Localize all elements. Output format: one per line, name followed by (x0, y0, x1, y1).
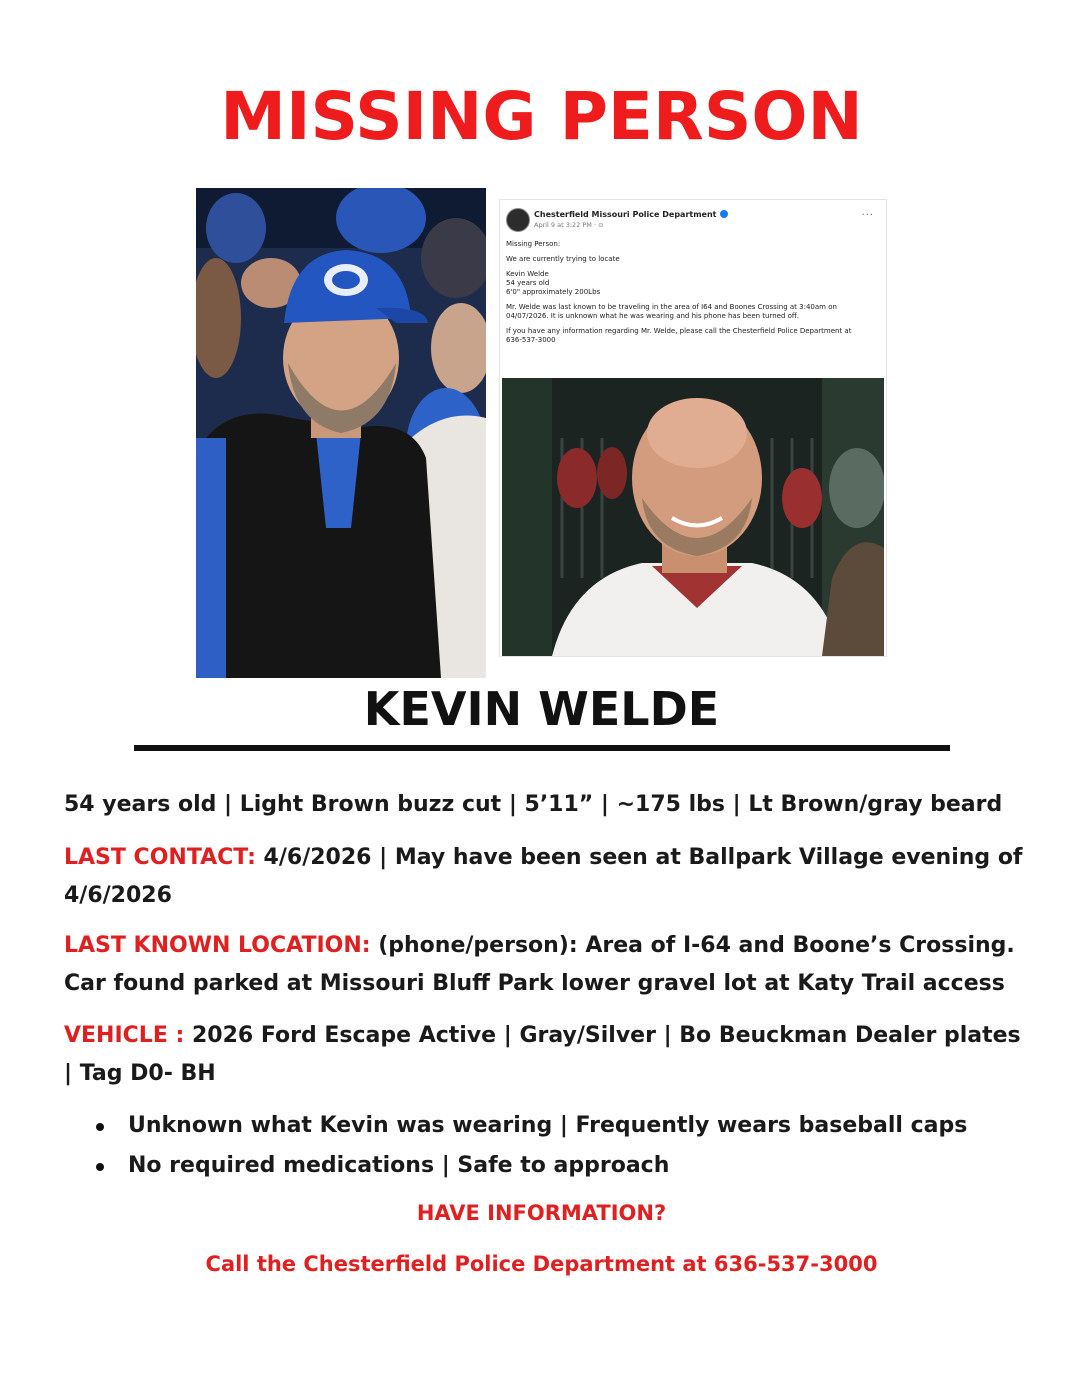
post-timestamp: April 9 at 3:22 PM · ⊙ (534, 221, 604, 229)
photo-kevin-arena-image (196, 188, 486, 678)
post-author-name: Chesterfield Missouri Police Department (534, 210, 717, 219)
last-known-location (64, 927, 1024, 1003)
vehicle-text: 2026 Ford Escape Active | Gray/Silver | Bo Beuckman Dealer plates | Tag D0- BH (64, 1023, 1021, 1086)
post-line: 636-537-3000 (506, 336, 556, 344)
last-location-label: LAST KNOWN LOCATION: (64, 933, 371, 958)
police-social-post (500, 200, 886, 656)
divider (134, 745, 950, 751)
person-name: KEVIN WELDE (363, 682, 720, 736)
last-contact (64, 839, 1024, 915)
post-line: 54 years old (506, 279, 550, 287)
more-options-icon: ··· (861, 210, 874, 221)
post-line: 6'0" approximately 200Lbs (506, 288, 601, 296)
list-item (96, 1146, 1016, 1186)
photo-kevin-arena (196, 188, 486, 678)
post-line: 04/07/2026. It is unknown what he was wearing and his phone has been turned off. (506, 312, 799, 320)
call-police-text: Call the Chesterfield Police Department at 636-537-3000 (205, 1252, 878, 1276)
bullet-icon (96, 1163, 104, 1171)
list-item-text: No required medications | Safe to approach (128, 1153, 670, 1178)
list-item-text: Unknown what Kevin was wearing | Frequently wears baseball caps (128, 1113, 968, 1138)
post-author (534, 210, 728, 219)
last-contact-text: 4/6/2026 | May have been seen at Ballpark Village evening of 4/6/2026 (64, 845, 1023, 908)
bullet-icon (96, 1123, 104, 1131)
post-line: Mr. Welde was last known to be traveling in the area of I64 and Boones Crossing at 3:40am on (506, 303, 837, 311)
page-title: MISSING PERSON (220, 78, 863, 155)
post-line: We are currently trying to locate (506, 255, 620, 263)
list-item (96, 1106, 1016, 1146)
police-badge-avatar (506, 208, 530, 232)
photo-kevin-outdoors (502, 378, 884, 656)
vehicle-info (64, 1017, 1024, 1093)
photo-kevin-outdoors-image (502, 378, 884, 656)
post-header (506, 208, 880, 232)
notes-list (96, 1106, 1016, 1186)
verified-badge-icon (720, 210, 728, 218)
have-information-heading: HAVE INFORMATION? (416, 1201, 667, 1225)
post-line: Missing Person: (506, 240, 561, 248)
vehicle-label: VEHICLE : (64, 1023, 185, 1048)
post-text (506, 240, 880, 351)
post-line: If you have any information regarding Mr. Welde, please call the Chesterfield Police Department at (506, 327, 852, 335)
last-location-text: (phone/person): Area of I-64 and Boone’s Crossing. Car found parked at Missouri Bluff Park lower gravel lot at Katy Trail access (64, 933, 1015, 996)
last-contact-label: LAST CONTACT: (64, 845, 256, 870)
post-line: Kevin Welde (506, 270, 549, 278)
physical-description: 54 years old | Light Brown buzz cut | 5’11” | ~175 lbs | Lt Brown/gray beard (64, 792, 1003, 817)
